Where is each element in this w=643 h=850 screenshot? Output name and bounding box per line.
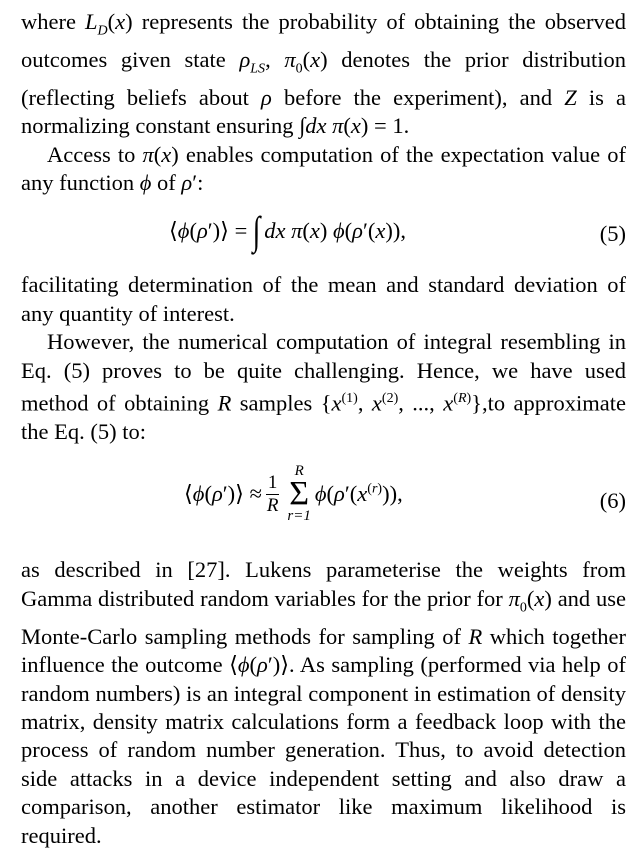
summation-sign-icon: Σ [289,475,310,513]
paper-page [21,8,626,850]
equation-6-lhs: ⟨ϕ(ρ′)⟩ ≈ [184,481,262,507]
equation-5-lhs: ⟨ϕ(ρ′)⟩ = [169,218,248,244]
fraction-denominator: R [266,494,279,516]
equation-6 [21,446,626,556]
equation-5-rhs: dx π(x) ϕ(ρ′(x)), [264,218,407,244]
paragraph-lukens-description: as described in [27]. Lukens parameterise the weights from Gamma distributed random variables for the prior for $\pi_0(x)$ and use Monte-Carlo sampling methods for sampling of R which together influence the outcome ⟨ϕ(ρ′)⟩. As sampling (performed via help of random numbers) is an integral component in estimation of density matrix, density matrix calculations form a feedback loop with the process of random number generation. Thus, to avoid detection side attacks in a device independent setting and also draw a comparison, another estimator like maximum likelihood is required. [21,557,626,848]
paragraph-numerical-computation: However, the numerical computation of integral resembling in Eq. (5) proves to be quite challenging. Hence, we have used method of obtaining R samples {$x^{(1)}$, $x^{(2)}$, ..., $x^{(R)}\},to$ approximate the Eq. (5) to: [21,329,626,444]
equation-5 [21,197,626,271]
equation-5-body [169,208,407,254]
summation [287,464,310,524]
equation-6-body [184,464,403,524]
equation-5-number: (5) [599,221,626,247]
paragraph-expectation-intro: Access to π(x) enables computation of the expectation value of any function ϕ of ρ′: [21,141,626,196]
summation-upper-limit: R [294,463,304,480]
paragraph-likelihood-definition: where $L_D(x)$ represents the probability of obtaining the observed outcomes given state $\rho_{LS}$, $\pi_0(x)$ denotes the prior distribution (reflecting beliefs about ρ before the experiment), and Z is a normalizing constant ensuring ∫dx π(x) = 1. [21,9,627,139]
equation-6-rhs: $\phi(\rho'(x^{(r)}))$, [314,481,403,507]
paragraph-mean-std: facilitating determination of the mean and standard deviation of any quantity of interest. [21,272,626,326]
integral-sign-icon: ∫ [252,208,261,254]
summation-lower-limit: r=1 [287,508,311,525]
equation-6-number: (6) [599,488,626,514]
fraction-numerator: 1 [267,471,278,493]
equation-6-fraction [266,472,280,517]
